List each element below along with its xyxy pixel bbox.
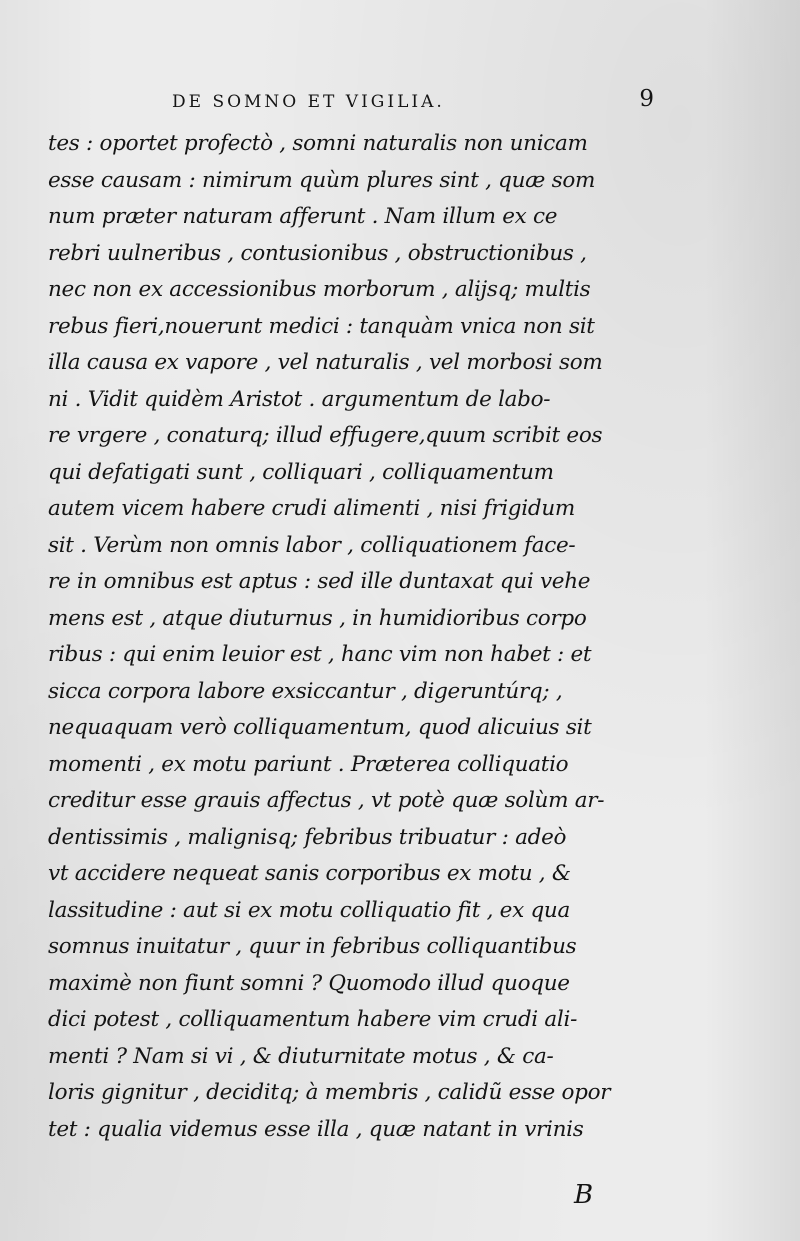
- text-line: qui defatigati sunt , colliquari , colliquamentum: [48, 459, 554, 485]
- page-header: [172, 86, 662, 120]
- text-line: ribus : qui enim leuior est , hanc vim non habet : et: [48, 642, 592, 667]
- text-line: mens est , atque diuturnus , in humidioribus corpo: [48, 605, 587, 631]
- text-line: num præter naturam afferunt . Nam illum ex ce: [48, 204, 558, 229]
- text-line: maximè non fiunt somni ? Quomodo illud quoque: [48, 970, 570, 996]
- text-line: tes : oportet profectò , somni naturalis non unicam: [48, 131, 588, 156]
- text-line: sicca corpora labore exsiccantur , digeruntúrq; ,: [48, 678, 563, 704]
- text-line: nec non ex accessionibus morborum , alijsq; multis: [48, 277, 591, 302]
- text-line: ni . Vidit quidèm Aristot . argumentum de labo-: [48, 386, 551, 412]
- text-line: lassitudine : aut si ex motu colliquatio fit , ex qua: [48, 897, 570, 923]
- text-line: re in omnibus est aptus : sed ille duntaxat qui vehe: [48, 569, 591, 594]
- body-text: [48, 126, 676, 1148]
- text-line: somnus inuitatur , quur in febribus colliquantibus: [48, 934, 577, 959]
- text-line: illa causa ex vapore , vel naturalis , vel morbosi som: [48, 350, 603, 375]
- text-line: rebus fieri,nouerunt medici : tanquàm vnica non sit: [48, 313, 595, 339]
- page-number: 9: [639, 86, 654, 112]
- text-line: vt accidere nequeat sanis corporibus ex motu , &: [48, 861, 571, 886]
- text-line: dici potest , colliquamentum habere vim crudi ali-: [48, 1007, 578, 1032]
- text-line: tet : qualia videmus esse illa , quæ natant in vrinis: [48, 1116, 584, 1142]
- text-line: loris gignitur , deciditq; à membris , calidũ esse opor: [48, 1080, 611, 1105]
- text-line: dentissimis , malignisq; febribus tribuatur : adeò: [48, 824, 567, 850]
- catchword-signature: B: [574, 1180, 594, 1210]
- running-title: DE SOMNO ET VIGILIA.: [172, 92, 445, 112]
- text-line: momenti , ex motu pariunt . Præterea colliquatio: [48, 751, 569, 777]
- text-line: nequaquam verò colliquamentum, quod alicuius sit: [48, 715, 592, 740]
- text-line: re vrgere , conaturq; illud effugere,quum scribit eos: [48, 423, 603, 448]
- text-line: menti ? Nam si vi , & diuturnitate motus , & ca-: [48, 1043, 554, 1069]
- text-line: sit . Verùm non omnis labor , colliquationem face-: [48, 532, 576, 558]
- text-line: esse causam : nimirum quùm plures sint , quæ som: [48, 167, 596, 193]
- text-line: rebri uulneribus , contusionibus , obstructionibus ,: [48, 240, 587, 266]
- text-line: autem vicem habere crudi alimenti , nisi frigidum: [48, 496, 575, 521]
- text-line: creditur esse grauis affectus , vt potè quæ solùm ar-: [48, 788, 605, 813]
